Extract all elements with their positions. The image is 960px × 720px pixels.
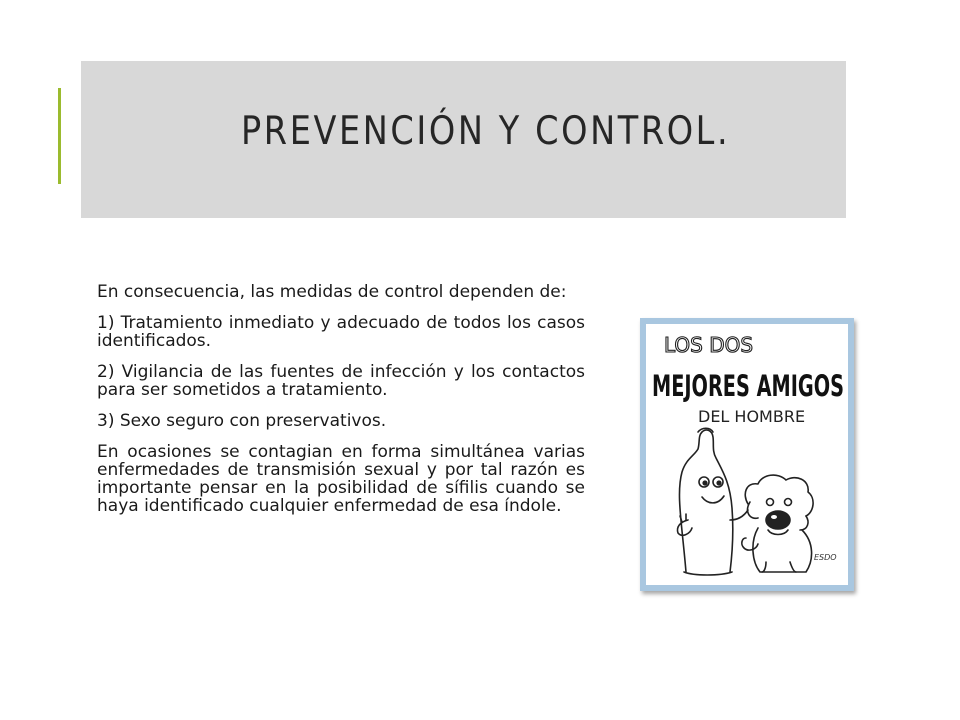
slide-body bbox=[97, 283, 585, 528]
paragraph-item-1: 1) Tratamiento inmediato y adecuado de todos los casos identificados. bbox=[97, 313, 585, 351]
accent-bar bbox=[58, 88, 61, 184]
slide-title: PREVENCIÓN Y CONTROL. bbox=[241, 109, 731, 154]
cartoon-text-line1: LOS DOS bbox=[664, 333, 754, 357]
cartoon-text-line2: MEJORES AMIGOS bbox=[652, 369, 844, 403]
condom-character bbox=[677, 428, 748, 575]
paragraph-item-3: 3) Sexo seguro con preservativos. bbox=[97, 411, 387, 431]
paragraph-intro: En consecuencia, las medidas de control dependen de: bbox=[97, 282, 567, 302]
dog-character bbox=[742, 475, 813, 572]
cartoon-text-line3: DEL HOMBRE bbox=[698, 407, 806, 426]
paragraph-item-2: 2) Vigilancia de las fuentes de infección y los contactos para ser sometidos a tratamiento. bbox=[97, 362, 585, 400]
cartoon-image bbox=[646, 324, 848, 585]
cartoon-signature: ESDO bbox=[814, 553, 837, 562]
cartoon-drawing bbox=[646, 324, 848, 585]
title-band bbox=[81, 61, 846, 218]
paragraph-conclusion: En ocasiones se contagian en forma simultánea varias enfermedades de transmisión sexual y por tal razón es importante pensar en la posibilidad de sífilis cuando se haya identificado cualquier enfermedad de esa índole. bbox=[97, 442, 585, 516]
cartoon-image-frame bbox=[640, 318, 854, 591]
